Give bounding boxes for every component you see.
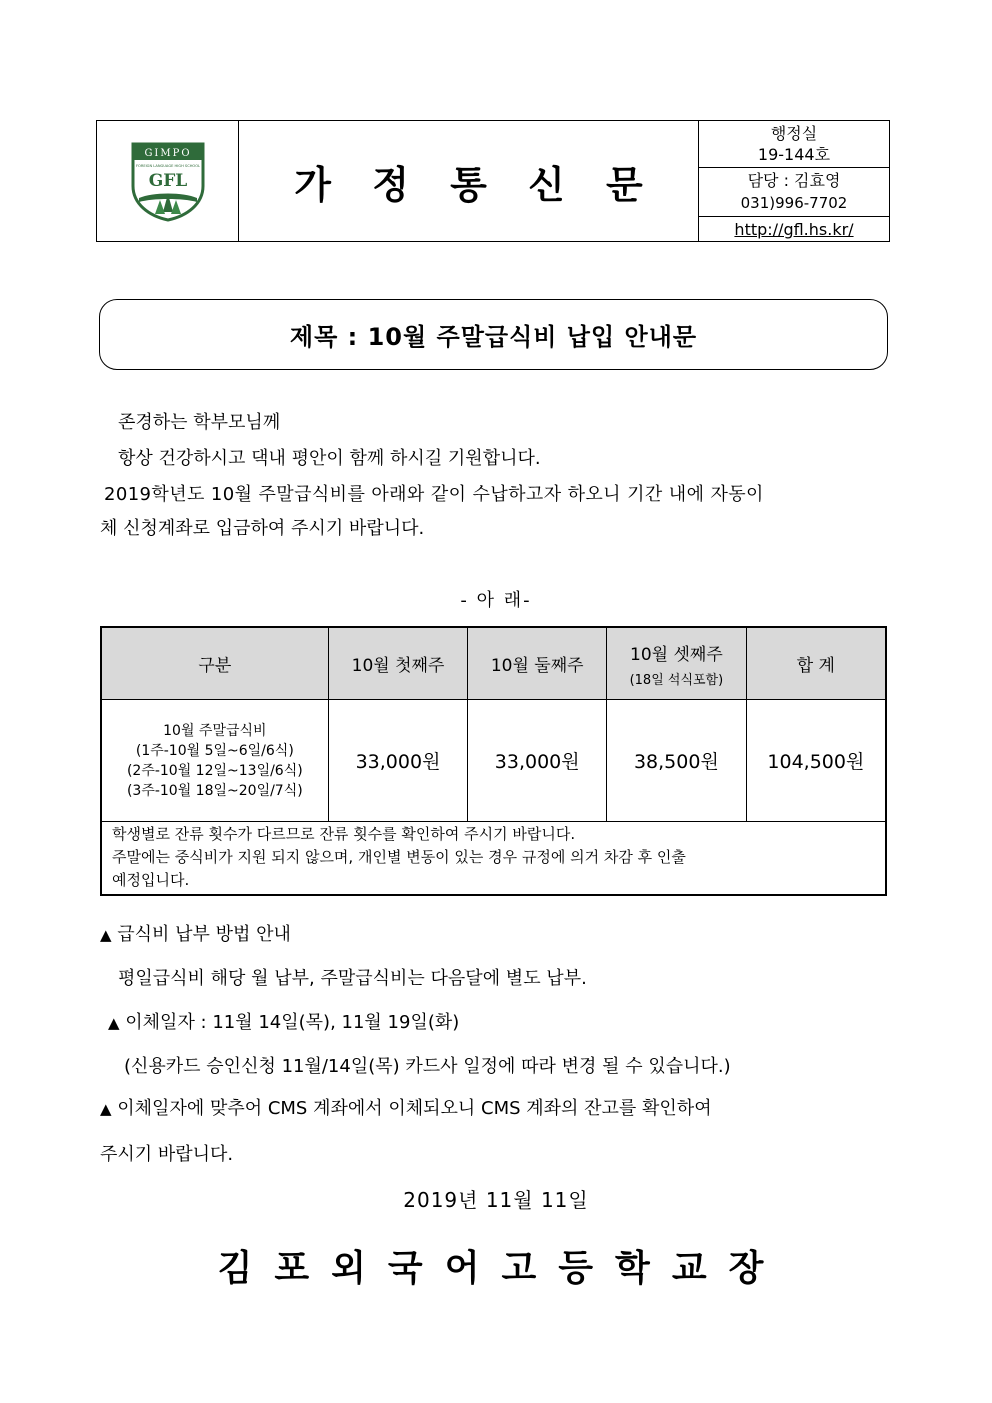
transfer-date: 이체일자 : 11월 14일(목), 11월 19일(화) <box>125 1012 460 1033</box>
row-desc-week1: (1주-10월 5일~6일/6식) <box>135 742 294 759</box>
table-note <box>101 822 886 896</box>
subject-text: 제목 : 10월 주말급식비 납입 안내문 <box>289 323 698 351</box>
below-heading: - 아 래- <box>460 590 532 611</box>
header-week3-label: 10월 셋째주 <box>630 644 723 665</box>
method-heading-line <box>100 920 291 946</box>
logo-cell <box>97 121 239 241</box>
website-link[interactable]: http://gfl.hs.kr/ <box>734 219 854 239</box>
header-category: 구분 <box>101 627 328 700</box>
table-note-row <box>101 822 886 896</box>
office-info <box>699 121 889 168</box>
table-row <box>101 700 886 822</box>
signature: 김포외국어고등학교장 <box>217 1248 786 1289</box>
header-week3-note: (18일 석식포함) <box>629 672 724 688</box>
row-description <box>101 700 328 822</box>
triangle-icon: ▲ <box>100 926 112 944</box>
wish-line: 항상 건강하시고 댁내 평안이 함께 하시길 기원합니다. <box>118 448 541 469</box>
note-line-3: 예정입니다. <box>112 871 190 889</box>
note-line-2: 주말에는 중식비가 지원 되지 않으며, 개인별 변동이 있는 경우 규정에 의거 차감 후 인출 <box>112 848 686 866</box>
website-row <box>699 217 889 241</box>
cms-line <box>100 1094 712 1120</box>
header-week2: 10월 둘째주 <box>468 627 607 700</box>
transfer-date-line <box>108 1008 459 1034</box>
value-week3: 38,500원 <box>607 700 747 822</box>
school-logo <box>129 140 207 222</box>
cms-text: 이체일자에 맞추어 CMS 계좌에서 이체되오니 CMS 계좌의 잔고를 확인하여 <box>117 1098 712 1119</box>
logo-text-sub: FOREIGN LANGUAGE HIGH SCHOOL <box>135 164 200 168</box>
value-total: 104,500원 <box>746 700 886 822</box>
office-name: 행정실 <box>770 124 818 143</box>
phone-number: 031)996-7702 <box>740 194 848 212</box>
document-title: 가 정 통 신 문 <box>294 162 657 207</box>
method-heading: 급식비 납부 방법 안내 <box>117 924 291 945</box>
row-desc-week3: (3주-10월 18일~20일/7식) <box>126 782 303 799</box>
fee-table <box>100 626 887 896</box>
letterhead <box>96 120 890 242</box>
document-number: 19-144호 <box>757 145 831 164</box>
greeting: 존경하는 학부모님께 <box>118 412 281 433</box>
value-week2: 33,000원 <box>468 700 607 822</box>
header-week3 <box>607 627 747 700</box>
note-line-1: 학생별로 잔류 횟수가 다르므로 잔류 횟수를 확인하여 주시기 바랍니다. <box>112 825 576 843</box>
contact-info <box>699 168 889 217</box>
notice-line-1: 2019학년도 10월 주말급식비를 아래와 같이 수납하고자 하오니 기간 내에 자동이 <box>104 484 764 505</box>
logo-text-main: GFL <box>148 171 187 191</box>
title-cell <box>239 121 699 241</box>
value-week1: 33,000원 <box>328 700 468 822</box>
contact-person: 담당 : 김효영 <box>747 171 841 190</box>
header-week1: 10월 첫째주 <box>328 627 468 700</box>
header-total: 합 계 <box>746 627 886 700</box>
triangle-icon: ▲ <box>108 1014 120 1032</box>
info-cell <box>699 121 889 241</box>
cms-line-2: 주시기 바랍니다. <box>100 1144 234 1165</box>
issue-date: 2019년 11월 11일 <box>403 1188 589 1212</box>
logo-text-top: GIMPO <box>143 148 192 159</box>
notice-line-2: 체 신청계좌로 입금하여 주시기 바랍니다. <box>100 518 425 539</box>
subject-box <box>99 299 888 370</box>
row-desc-week2: (2주-10월 12일~13일/6식) <box>126 762 303 779</box>
triangle-icon: ▲ <box>100 1100 112 1118</box>
method-line-1: 평일급식비 해당 월 납부, 주말급식비는 다음달에 별도 납부. <box>118 968 587 989</box>
row-desc-title: 10월 주말급식비 <box>163 722 267 739</box>
table-header-row <box>101 627 886 700</box>
card-note: (신용카드 승인신청 11월/14일(목) 카드사 일정에 따라 변경 될 수 있습니다.) <box>124 1056 731 1077</box>
